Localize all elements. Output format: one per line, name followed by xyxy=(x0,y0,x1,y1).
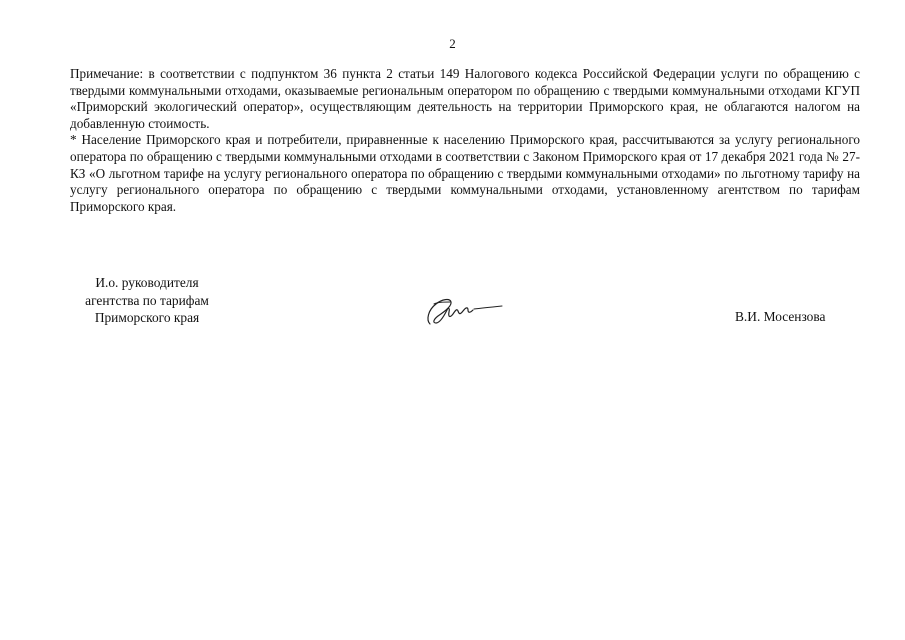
position-line-3: Приморского края xyxy=(94,310,200,325)
signer-name: В.И. Мосензова xyxy=(735,309,826,324)
signatory-position xyxy=(62,274,232,327)
position-line-2: агентства по тарифам xyxy=(85,292,209,308)
handwritten-signature xyxy=(420,290,510,330)
note-block xyxy=(70,66,860,215)
note-paragraph-tax: Примечание: в соответствии с подпунктом 36 пункта 2 статьи 149 Налогового кодекса Российской Федерации услуги по обращению с твердыми коммунальными отходами, оказываемые региональным оператором по обращению с твердыми коммунальными отходами КГУП «Приморский экологический оператор», осуществляющим деятельность на территории Приморского края, не облагаются налогом на добавленную стоимость. xyxy=(70,66,860,131)
note-paragraph-population: * Население Приморского края и потребители, приравненные к населению Приморского края, рассчитываются за услугу регионального оператора по обращению с твердыми коммунальными отходами в соответствии с Законом Приморского края от 17 декабря 2021 года № 27-КЗ «О льготном тарифе на услугу регионального оператора по обращению с твердыми коммунальными отходами» по льготному тарифу на услугу регионального оператора по обращению с твердыми коммунальными отходами, установленному агентством по тарифам Приморского края. xyxy=(70,132,860,214)
position-line-1: И.о. руководителя xyxy=(95,275,199,290)
page-number: 2 xyxy=(449,36,456,51)
